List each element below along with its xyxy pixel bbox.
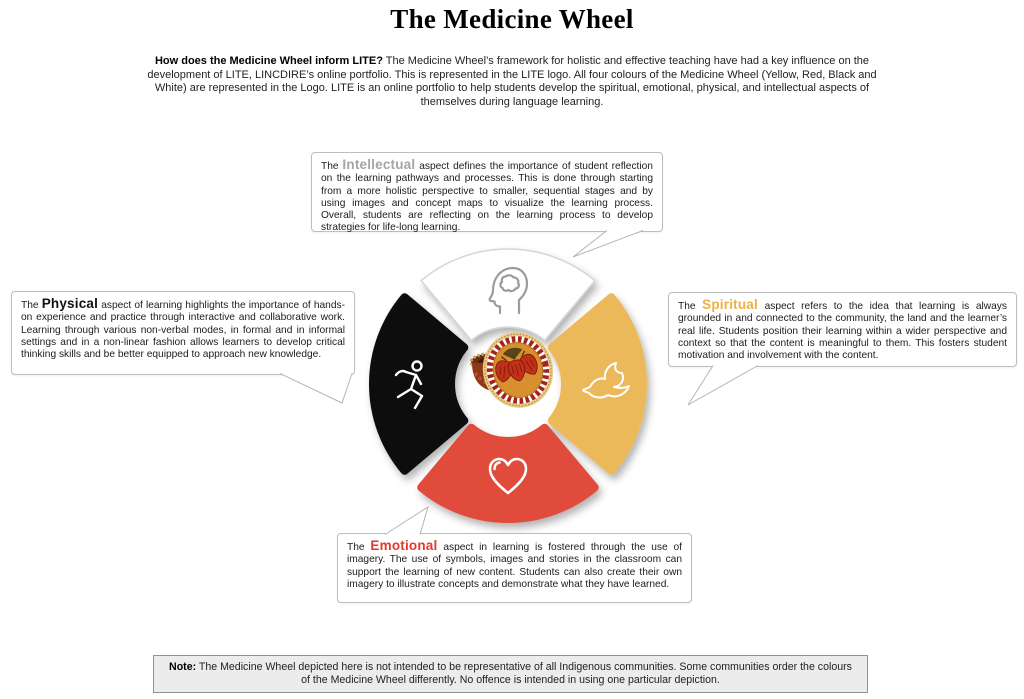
intellectual-text: aspect defines the importance of student reflection on the learning pathways and processes. This is done through starting from a more holistic perspective to smaller, sequential stages and by using images and concept maps to visualize the learning process. Overall, students are reflecting on the learning process to develop strategies for life-long learning. [321, 161, 653, 234]
segment-intellectual [421, 249, 595, 340]
note-text: The Medicine Wheel depicted here is not intended to be representative of all Indigenous communities. Some communities order the colours of the Medicine Wheel differently. No offence is intended in using one particular depiction. [198, 661, 852, 686]
physical-callout [11, 291, 355, 375]
intellectual-callout [311, 152, 663, 232]
segment-spiritual [552, 297, 643, 471]
segment-emotional [421, 428, 595, 519]
note-box [153, 655, 868, 693]
physical-callout-tail [280, 374, 352, 404]
emotional-prefix: The [347, 542, 365, 553]
spiritual-callout [668, 292, 1017, 367]
medicine-wheel-diagram [352, 228, 664, 540]
page-title: The Medicine Wheel [390, 4, 634, 34]
intellectual-keyword: Intellectual [342, 157, 416, 172]
emotional-text: aspect in learning is fostered through the use of imagery. The use of symbols, images and stories in the classroom can support the learning of new content. Students can also create their own imagery to illustrate concepts and demonstrate what they have learned. [347, 542, 682, 590]
segment-physical [373, 297, 464, 471]
intro-paragraph [142, 55, 882, 109]
spiritual-text: aspect refers to the idea that learning is always grounded in and connected to the community, the land and the learner’s real life. Students position their learning within a wider perspective and context so that the content is meaningful to them. This fosters student motivation and involvement with the content. [678, 301, 1007, 362]
emotional-callout [337, 533, 692, 603]
spiritual-prefix: The [678, 301, 696, 312]
physical-keyword: Physical [41, 296, 99, 311]
quill-box-image [471, 325, 561, 416]
spiritual-callout-tail [688, 366, 758, 406]
intro-lead: How does the Medicine Wheel inform LITE? [154, 55, 383, 67]
intro-body: The Medicine Wheel’s framework for holistic and effective teaching have had a key influence on the development of LITE, LINCDIRE’s online portfolio. This is represented in the LITE logo. All four colours of the Medicine Wheel (Yellow, Red, Black and White) are represented in the Logo. LITE is an online portfolio to help students develop the spiritual, emotional, physical, and intellectual aspects of themselves during language learning. [147, 55, 877, 108]
physical-text: aspect of learning highlights the importance of hands-on experience and practice through interactive and collaborative work. Learning through various non-verbal modes, in formal and in informal settings and in a non-linear fashion allows learners to develop critical thinking skills and be better equipped to approach new knowledge. [21, 300, 345, 361]
spiritual-keyword: Spiritual [702, 297, 758, 312]
note-lead: Note: [169, 661, 197, 673]
intellectual-prefix: The [321, 161, 339, 172]
emotional-keyword: Emotional [370, 538, 438, 553]
physical-prefix: The [21, 300, 39, 311]
